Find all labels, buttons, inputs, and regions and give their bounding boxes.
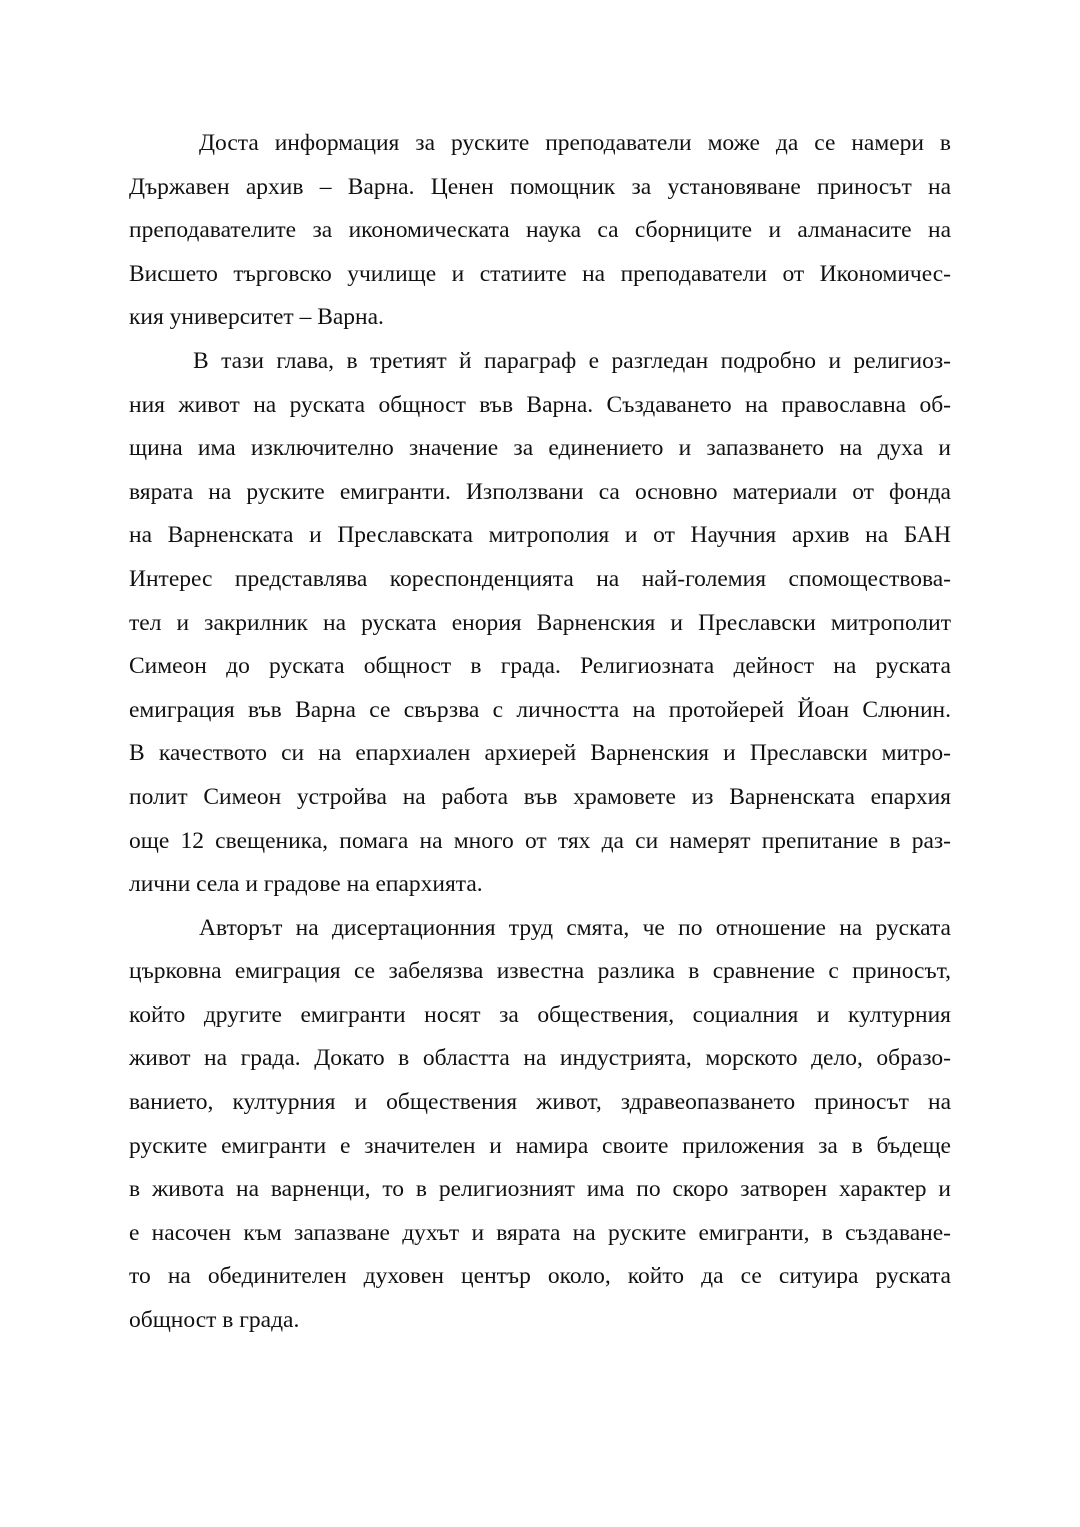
paragraph-religious-life bbox=[129, 340, 951, 907]
text-line: който другите емигранти носят за обществения, социалния и културния bbox=[129, 1001, 951, 1028]
text-line: Авторът на дисертационния труд смята, че по отношение на руската bbox=[199, 914, 951, 941]
body-text bbox=[129, 122, 951, 1343]
text-line: преподавателите за икономическата наука са сборниците и алманасите на bbox=[129, 217, 951, 244]
text-line: Държавен архив – Варна. Ценен помощник за установяване приносът на bbox=[129, 173, 951, 200]
text-line: ния живот на руската общност във Варна. Създаването на православна об- bbox=[129, 391, 951, 418]
text-line: Доста информация за руските преподаватели може да се намери в bbox=[199, 130, 951, 156]
text-line: живот на града. Докато в областта на индустрията, морското дело, образо- bbox=[129, 1045, 951, 1072]
text-line: общност в града. bbox=[129, 1307, 300, 1334]
text-line: емиграция във Варна се свързва с личността на протойерей Йоан Слюнин. bbox=[129, 696, 951, 723]
text-line: полит Симеон устройва на работа във храмовете из Варненската епархия bbox=[129, 783, 951, 810]
text-line: лични села и градове на епархията. bbox=[129, 871, 483, 898]
paragraph-archive-sources bbox=[129, 122, 951, 340]
text-line: В качеството си на епархиален архиерей Варненския и Преславски митро- bbox=[129, 740, 951, 767]
text-line: Висшето търговско училище и статиите на преподаватели от Икономичес- bbox=[129, 260, 951, 287]
paragraph-author-conclusion bbox=[129, 907, 951, 1343]
text-line: тел и закрилник на руската енория Варненския и Преславски митрополит bbox=[129, 609, 951, 636]
text-line: В тази глава, в третият й параграф е разгледан подробно и религиоз- bbox=[193, 347, 951, 374]
text-line: то на обединителен духовен център около, който да се ситуира руската bbox=[129, 1263, 951, 1290]
text-line: руските емигранти е значителен и намира своите приложения за в бъдеще bbox=[129, 1132, 951, 1159]
text-line: ванието, културния и обществения живот, здравеопазването приносът на bbox=[129, 1089, 951, 1116]
text-line: още 12 свещеника, помага на много от тях да си намерят препитание в раз- bbox=[129, 827, 951, 854]
text-line: вярата на руските емигранти. Използвани са основно материали от фонда bbox=[129, 478, 951, 505]
text-line: е насочен към запазване духът и вярата на руските емигранти, в създаване- bbox=[129, 1219, 951, 1246]
text-line: на Варненската и Преславската митрополия и от Научния архив на БАН bbox=[129, 522, 951, 549]
text-line: Симеон до руската общност в града. Религиозната дейност на руската bbox=[129, 653, 951, 680]
text-line: кия университет – Варна. bbox=[129, 304, 384, 331]
text-line: църковна емиграция се забелязва известна разлика в сравнение с приносът, bbox=[129, 958, 951, 985]
text-line: Интерес представлява кореспонденцията на най-големия спомоществова- bbox=[129, 565, 951, 592]
text-line: щина има изключително значение за единението и запазването на духа и bbox=[129, 435, 951, 462]
text-line: в живота на варненци, то в религиозният има по скоро затворен характер и bbox=[129, 1176, 951, 1203]
